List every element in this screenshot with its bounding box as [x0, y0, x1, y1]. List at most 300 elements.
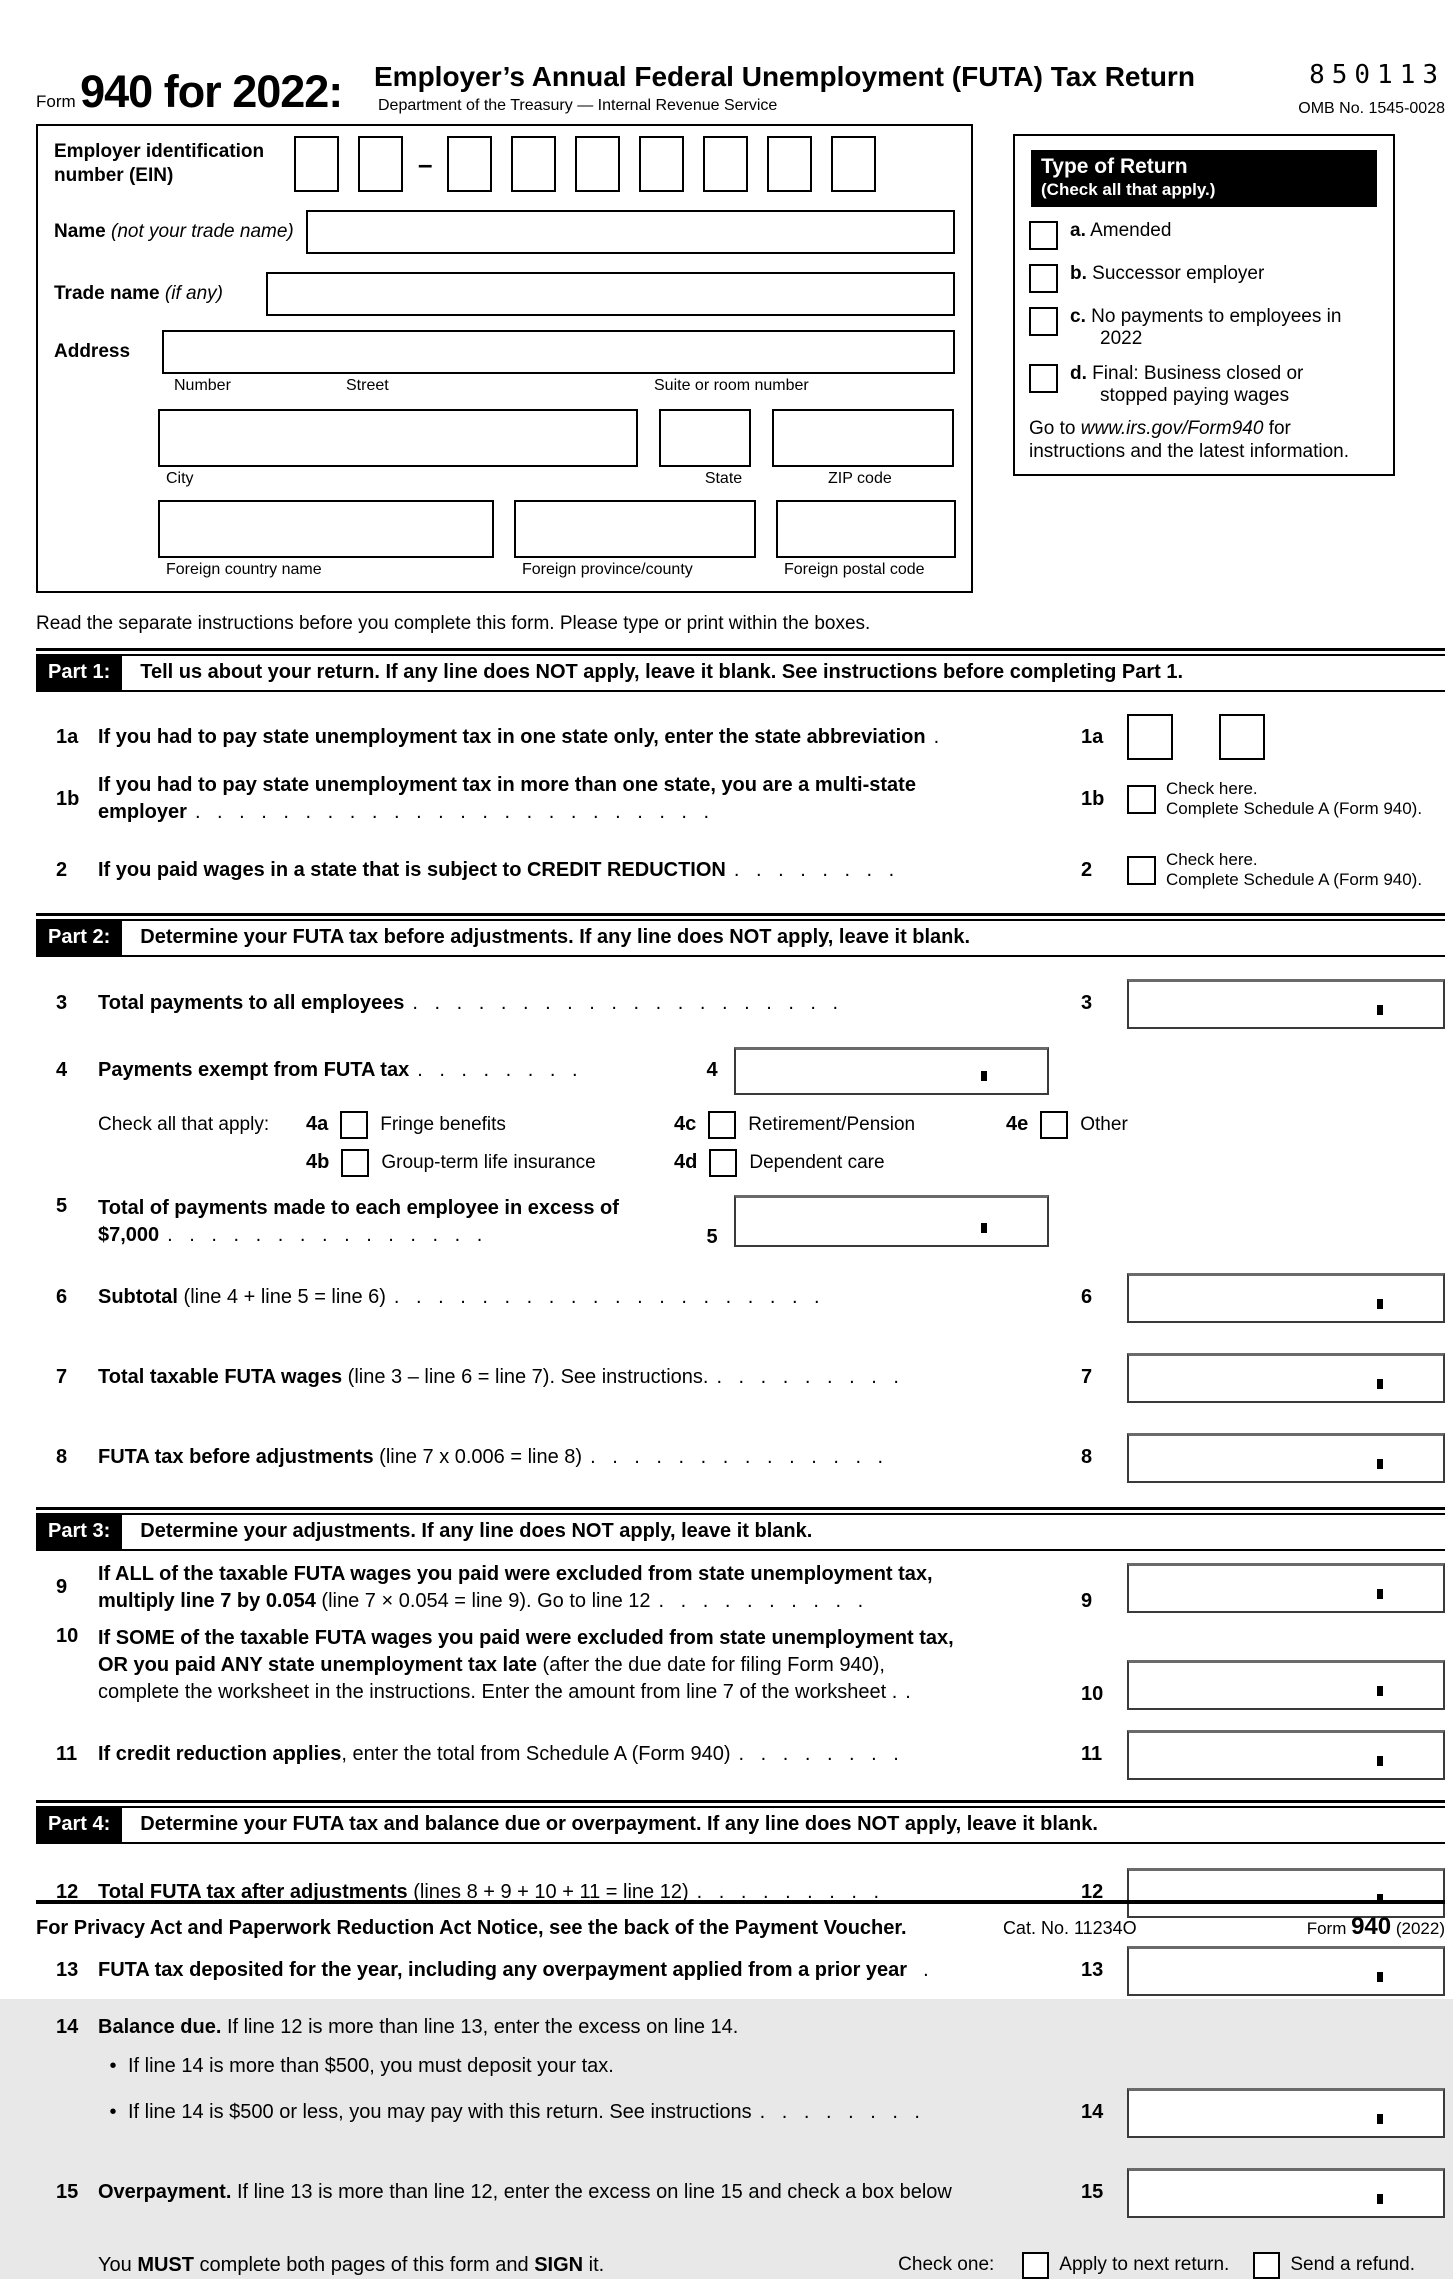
line-text-regular: (lines 8 + 9 + 10 + 11 = line 12) — [407, 1881, 689, 1904]
part2-title: Determine your FUTA tax before adjustments. If any line does NOT apply, leave it blank. — [140, 925, 971, 948]
decimal-point — [1377, 1459, 1383, 1469]
final-checkbox[interactable] — [1029, 364, 1058, 393]
dot-leader: . . . . . . . . — [417, 1059, 579, 1082]
line-10-right — [1081, 1660, 1445, 1706]
line-13-text — [98, 1957, 1081, 1984]
option-no-payments — [1029, 306, 1379, 350]
line-3-text — [98, 990, 1081, 1017]
foreign-sublabels — [166, 561, 955, 579]
number-sublabel: Number — [174, 377, 231, 394]
catalog-number: Cat. No. 11234O — [1002, 1918, 1137, 1938]
check-label: Other — [1080, 1113, 1128, 1135]
retirement-pension-checkbox[interactable] — [708, 1111, 736, 1139]
line-number: 8 — [56, 1446, 68, 1469]
ein-digit-box[interactable] — [358, 136, 403, 192]
line-4 — [36, 1047, 1445, 1095]
text-segment: complete both pages of this form and — [193, 2253, 535, 2276]
line-number-right: 7 — [1081, 1366, 1093, 1389]
read-instructions-line: Read the separate instructions before you complete this form. Please type or print within the boxes. — [36, 613, 871, 634]
option-label: No payments to employees in 2022 — [1091, 306, 1342, 349]
line-11-text — [98, 1741, 1081, 1768]
omb-number: OMB No. 1545-0028 — [1298, 100, 1445, 117]
part4-title: Determine your FUTA tax and balance due or overpayment. If any line does NOT apply, leave it blank. — [140, 1812, 1098, 1835]
successor-label — [1070, 263, 1264, 285]
line-text-regular: (after the due date for filing Form 940), — [536, 1653, 885, 1676]
foreign-postal-sublabel: Foreign postal code — [784, 561, 925, 578]
decimal-point — [1377, 1756, 1383, 1766]
check-all-prefix: Check all that apply: — [98, 1113, 270, 1135]
trade-name-input[interactable] — [266, 272, 955, 316]
line-text-bold: If ALL of the taxable FUTA wages you paid were excluded from state unemployment tax, — [98, 1562, 933, 1585]
option-letter: c. — [1070, 306, 1086, 327]
ein-digit-box[interactable] — [575, 136, 620, 192]
line-10-text — [98, 1625, 1081, 1706]
line-14-head — [36, 2014, 1445, 2041]
line-number-right: 1b — [1081, 787, 1105, 810]
dot-leader: . — [905, 1680, 912, 1703]
top-section — [36, 124, 1445, 593]
name-label — [54, 220, 306, 244]
footer-row — [36, 1913, 1445, 1941]
line-4-text — [98, 1057, 690, 1084]
line-1b-right — [1081, 779, 1445, 820]
footer-form-year: (2022) — [1391, 1919, 1445, 1938]
foreign-postal-input[interactable] — [776, 500, 956, 558]
line-number-right: 10 — [1081, 1682, 1104, 1705]
line-13-amount-box[interactable] — [1127, 1946, 1445, 1996]
form-number-block — [36, 52, 366, 118]
go-to-prefix: Go to — [1029, 418, 1081, 440]
state-abbreviation-box[interactable] — [1127, 714, 1173, 760]
address-sublabels — [174, 377, 955, 395]
state-sublabel: State — [704, 470, 743, 487]
line-number: 3 — [56, 992, 68, 1015]
ein-boxes — [294, 136, 876, 192]
line-number-right: 14 — [1081, 2101, 1104, 2124]
state-input[interactable] — [659, 409, 751, 467]
decimal-point — [1377, 2194, 1383, 2204]
employer-info-box — [36, 124, 973, 593]
decimal-point — [981, 1223, 987, 1233]
decimal-point — [1377, 1379, 1383, 1389]
foreign-country-input[interactable] — [158, 500, 494, 558]
part1-section — [36, 648, 1445, 692]
address-input[interactable] — [162, 330, 955, 374]
line-5-text — [98, 1195, 690, 1249]
line-6-text — [98, 1284, 1081, 1311]
check-key: 4d — [674, 1151, 698, 1174]
line-7-amount-box[interactable] — [1127, 1353, 1445, 1403]
check-label: Retirement/Pension — [748, 1113, 916, 1135]
line-13 — [36, 1946, 1445, 1996]
line-text-regular: (line 3 – line 6 = line 7). See instructions. — [342, 1366, 709, 1389]
line-1a — [36, 714, 1445, 760]
successor-checkbox[interactable] — [1029, 264, 1058, 293]
text-segment-bold: MUST — [137, 2253, 194, 2276]
check-4b — [306, 1149, 674, 1177]
check-key: 4b — [306, 1151, 330, 1174]
line-15-right — [1081, 2168, 1445, 2218]
line-number: 13 — [56, 1959, 79, 1982]
line-text-bold: OR you paid ANY state unemployment tax late — [98, 1653, 537, 1676]
ein-dash: – — [418, 148, 433, 179]
text-segment: it. — [583, 2253, 605, 2276]
no-payments-label — [1070, 306, 1379, 350]
check-label: Dependent care — [749, 1151, 885, 1173]
form-number: 940 for 2022: — [80, 66, 343, 117]
line-number-mid: 5 — [706, 1225, 718, 1248]
foreign-row — [158, 500, 955, 558]
bullet2-text — [128, 2099, 1081, 2126]
check-4a — [306, 1111, 674, 1139]
line-8 — [36, 1433, 1445, 1483]
option-label: Final: Business closed or stopped paying wages — [1092, 362, 1304, 406]
form-header — [36, 52, 1445, 118]
ein-digit-box[interactable] — [511, 136, 556, 192]
line-number-mid: 4 — [706, 1059, 718, 1082]
line-6 — [36, 1273, 1445, 1323]
no-payments-checkbox[interactable] — [1029, 307, 1058, 336]
check-4e — [1006, 1111, 1445, 1139]
line-5 — [36, 1195, 1445, 1249]
ein-label: Employer identification number (EIN) — [54, 141, 265, 186]
line-text-regular: (line 7 x 0.006 = line 8) — [373, 1446, 583, 1469]
line-text-bold: employer — [98, 801, 187, 823]
line-3 — [36, 979, 1445, 1029]
line-9-right — [1081, 1563, 1445, 1613]
note-line: Check here. — [1166, 850, 1258, 869]
line-number-right: 13 — [1081, 1959, 1104, 1982]
line-number: 12 — [56, 1881, 79, 1904]
part2-label: Part 2: — [36, 921, 122, 955]
trade-name-row — [54, 272, 955, 316]
line-3-right — [1081, 979, 1445, 1029]
part3-bar — [36, 1513, 1445, 1551]
line-number-right: 6 — [1081, 1286, 1093, 1309]
line-number: 5 — [56, 1194, 68, 1217]
line-11-amount-box[interactable] — [1127, 1730, 1445, 1780]
option-label: Amended — [1090, 220, 1172, 241]
line-8-amount-box[interactable] — [1127, 1433, 1445, 1483]
part4-label: Part 4: — [36, 1808, 122, 1842]
option-label: Successor employer — [1092, 263, 1265, 284]
type-of-return-title: Type of Return — [1041, 155, 1188, 178]
option-letter: a. — [1070, 220, 1086, 241]
part4-bar — [36, 1806, 1445, 1844]
line-3-amount-box[interactable] — [1127, 979, 1445, 1029]
line-10-amount-box[interactable] — [1127, 1660, 1445, 1710]
line-1a-right — [1081, 714, 1445, 760]
line-1a-text — [98, 724, 1081, 751]
line-11 — [36, 1730, 1445, 1780]
trade-name-label — [54, 282, 266, 306]
line-text-bold: $7,000 — [98, 1223, 160, 1246]
send-refund-label: Send a refund. — [1290, 2254, 1415, 2276]
check-4d — [674, 1149, 1006, 1177]
footer-form-number: 940 — [1351, 1913, 1392, 1940]
part1-title: Tell us about your return. If any line does NOT apply, leave it blank. See instructions before completing Part 1. — [140, 661, 1184, 683]
part2-bar — [36, 919, 1445, 957]
line-14-amount-box[interactable] — [1127, 2088, 1445, 2138]
line-text-bold: If you had to pay state unemployment tax in one state only, enter the state abbreviation — [98, 725, 926, 748]
name-label-note: (not your trade name) — [111, 221, 294, 243]
decimal-point — [1377, 1299, 1383, 1309]
line-text-bold: FUTA tax deposited for the year, including any overpayment applied from a prior year — [98, 1959, 908, 1982]
apply-next-return-label: Apply to next return. — [1059, 2254, 1230, 2276]
line-number-right: 2 — [1081, 858, 1093, 881]
check-key: 4c — [674, 1113, 697, 1136]
foreign-country-sublabel: Foreign country name — [166, 561, 322, 578]
line-text-bold: Overpayment. — [98, 2181, 232, 2204]
part4-section — [36, 1800, 1445, 1844]
line-number-right: 11 — [1081, 1743, 1103, 1766]
note-line: Complete Schedule A (Form 940). — [1166, 870, 1423, 890]
line-number: 9 — [56, 1576, 68, 1599]
line-1b-text — [98, 772, 1081, 826]
line-text-regular: If line 14 is $500 or less, you may pay with this return. See instructions — [128, 2101, 752, 2124]
ein-digit-box[interactable] — [767, 136, 812, 192]
line-text-bold: multiply line 7 by 0.054 — [98, 1589, 316, 1612]
form-content — [36, 52, 1445, 2279]
line-text-regular: (line 4 + line 5 = line 6) — [178, 1286, 386, 1309]
option-letter: d. — [1070, 362, 1087, 384]
other-checkbox[interactable] — [1040, 1111, 1068, 1139]
part1-label: Part 1: — [36, 656, 122, 690]
check-one-group — [898, 2252, 1415, 2279]
check-here-note — [1156, 850, 1422, 891]
line-7-text — [98, 1364, 1081, 1391]
ein-digit-box[interactable] — [447, 136, 492, 192]
line-text-regular: , enter the total from Schedule A (Form 940) — [341, 1743, 731, 1766]
line-text-bold: Total payments to all employees — [98, 992, 405, 1015]
decimal-point — [1377, 1589, 1383, 1599]
line-text-regular: (line 7 × 0.054 = line 9). Go to line 12 — [315, 1589, 651, 1612]
line-text-bold: Total of payments made to each employee in excess of — [98, 1196, 619, 1219]
line-15-text — [98, 2179, 1081, 2206]
option-final — [1029, 363, 1379, 407]
dot-leader: . . . . . . . . . — [696, 1881, 881, 1904]
line-number-right: 15 — [1081, 2181, 1104, 2204]
line-9-text — [98, 1561, 1081, 1615]
line-number: 6 — [56, 1286, 68, 1309]
dependent-care-checkbox[interactable] — [709, 1149, 737, 1177]
footer-rule — [36, 1900, 1445, 1904]
line-7-right — [1081, 1353, 1445, 1403]
line-number: 1a — [56, 725, 79, 748]
line-text-bold: Total taxable FUTA wages — [98, 1366, 343, 1389]
foreign-province-sublabel: Foreign province/county — [522, 561, 693, 578]
line-text-bold: If credit reduction applies — [98, 1743, 342, 1766]
foreign-province-input[interactable] — [514, 500, 756, 558]
line-10 — [36, 1625, 1445, 1706]
line-number-right: 9 — [1081, 1589, 1093, 1612]
line-number: 11 — [56, 1743, 78, 1766]
check-label: Fringe benefits — [380, 1113, 506, 1135]
final-label — [1070, 363, 1370, 407]
part3-section — [36, 1507, 1445, 1551]
line-number: 14 — [56, 2015, 79, 2038]
page-title: Employer’s Annual Federal Unemployment (FUTA) Tax Return — [374, 61, 1195, 92]
city-input[interactable] — [158, 409, 638, 467]
dot-leader: . . . . . . . . . . . . . . . . . . . . — [393, 1286, 821, 1309]
line-13-right — [1081, 1946, 1445, 1996]
dot-leader: . — [933, 725, 941, 748]
part1-bar — [36, 654, 1445, 692]
check-here-note — [1156, 779, 1422, 820]
line-4-amount-box[interactable] — [734, 1047, 1049, 1095]
amended-label — [1070, 220, 1181, 242]
credit-reduction-checkbox[interactable] — [1127, 856, 1156, 885]
form-word: Form — [36, 92, 76, 111]
address-row — [54, 330, 955, 374]
part3-label: Part 3: — [36, 1515, 122, 1549]
dot-leader: . . . . . . . . — [738, 1743, 900, 1766]
line-8-right — [1081, 1433, 1445, 1483]
zip-sublabel: ZIP code — [828, 470, 892, 487]
line-number-right: 12 — [1081, 1881, 1104, 1904]
bullet-icon: • — [109, 2101, 117, 2124]
line-text-regular: complete the worksheet in the instructions. Enter the amount from line 7 of the worksheet . — [98, 1680, 898, 1703]
line-9-amount-box[interactable] — [1127, 1563, 1445, 1613]
dot-leader: . . . . . . . . . . . . . . — [590, 1446, 885, 1469]
privacy-notice: For Privacy Act and Paperwork Reduction Act Notice, see the back of the Payment Voucher. — [36, 1917, 907, 1939]
exempt-payments-checks — [98, 1111, 1445, 1177]
irs-url: www.irs.gov/Form940 — [1080, 418, 1264, 440]
dot-leader: . . . . . . . . . . . . . . . . . . . . . . . . — [194, 801, 711, 823]
name-label-bold: Name — [54, 221, 106, 243]
line-number: 10 — [56, 1624, 79, 1647]
line-9 — [36, 1561, 1445, 1615]
line-number: 4 — [56, 1059, 68, 1082]
line-2 — [36, 850, 1445, 891]
apply-next-return-checkbox[interactable] — [1022, 2252, 1049, 2279]
check-key: 4a — [306, 1113, 329, 1136]
ein-row — [54, 136, 955, 192]
city-sublabel: City — [166, 470, 194, 487]
line-1b — [36, 772, 1445, 826]
line-5-amount-box[interactable] — [734, 1195, 1049, 1247]
ein-digit-box[interactable] — [639, 136, 684, 192]
ein-digit-box[interactable] — [294, 136, 339, 192]
amended-checkbox[interactable] — [1029, 221, 1058, 250]
line-text-bold: Balance due. — [98, 2015, 222, 2038]
suite-sublabel: Suite or room number — [654, 377, 809, 394]
line-number: 15 — [56, 2181, 79, 2204]
line-text-bold: Total FUTA tax after adjustments — [98, 1881, 408, 1904]
type-of-return-box — [1013, 134, 1395, 476]
line-text-bold: If you paid wages in a state that is subject to CREDIT REDUCTION — [98, 858, 726, 881]
check-label: Group-term life insurance — [381, 1151, 596, 1173]
line-6-right — [1081, 1273, 1445, 1323]
part3-title: Determine your adjustments. If any line does NOT apply, leave it blank. — [140, 1519, 813, 1542]
line-2-right — [1081, 850, 1445, 891]
footer-form-word: Form — [1306, 1919, 1352, 1938]
decimal-point — [1377, 1005, 1383, 1015]
department-line: Department of the Treasury — Internal Revenue Service — [378, 96, 778, 114]
line-7 — [36, 1353, 1445, 1403]
line-number-right: 8 — [1081, 1446, 1093, 1469]
bullet1-text: If line 14 is more than $500, you must deposit your tax. — [128, 2054, 614, 2077]
line-number: 2 — [56, 858, 68, 881]
address-label: Address — [54, 341, 131, 363]
line-text-regular: If line 12 is more than line 13, enter the excess on line 14. — [221, 2015, 739, 2038]
type-of-return-subtitle: (Check all that apply.) — [1041, 180, 1216, 199]
dot-leader: . . . . . . . . . . . . . . . — [167, 1223, 484, 1246]
line-text-regular: If line 13 is more than line 12, enter the excess on line 15 and check a box below — [231, 2181, 952, 2204]
page-footer — [36, 1900, 1445, 1941]
text-segment-bold: SIGN — [534, 2253, 584, 2276]
line-text-bold: If you had to pay state unemployment tax in more than one state, you are a multi-state — [98, 774, 916, 796]
line-14-bullet1 — [36, 2053, 1445, 2080]
text-segment: You — [98, 2253, 138, 2276]
zip-input[interactable] — [772, 409, 954, 467]
line-number: 1b — [56, 787, 80, 810]
you-must-text — [98, 2254, 604, 2277]
line-text-bold: Payments exempt from FUTA tax — [98, 1059, 410, 1082]
check-key: 4e — [1006, 1113, 1029, 1136]
decimal-point — [981, 1071, 987, 1081]
state-abbreviation-box[interactable] — [1219, 714, 1265, 760]
note-line: Complete Schedule A (Form 940). — [1166, 799, 1423, 818]
decimal-point — [1377, 2114, 1383, 2124]
decimal-point — [1377, 1686, 1383, 1696]
line-text-bold: Subtotal — [98, 1286, 178, 1309]
line-11-right — [1081, 1730, 1445, 1780]
line-6-amount-box[interactable] — [1127, 1273, 1445, 1323]
line-15 — [36, 2168, 1445, 2218]
decimal-point — [1377, 1972, 1383, 1982]
note-line: Check here. — [1166, 778, 1258, 798]
line-number: 7 — [56, 1366, 68, 1389]
street-sublabel: Street — [346, 377, 389, 394]
dot-leader: . . . . . . . . — [759, 2101, 921, 2124]
dot-leader: . . . . . . . . — [733, 858, 896, 881]
ein-digit-box[interactable] — [703, 136, 748, 192]
trade-label-bold: Trade name — [54, 283, 160, 305]
option-successor — [1029, 263, 1379, 293]
line-14-bullet2 — [36, 2088, 1445, 2138]
go-to-note — [1029, 418, 1379, 464]
trade-label-note: (if any) — [164, 283, 223, 305]
dot-leader: . . . . . . . . . — [716, 1366, 900, 1389]
line-number-right: 3 — [1081, 992, 1093, 1015]
go-to-suffix: for instructions and the latest information. — [1029, 418, 1350, 463]
check-4c — [674, 1111, 1006, 1139]
form-code-block — [1230, 52, 1445, 118]
fringe-benefits-checkbox[interactable] — [340, 1111, 368, 1139]
dot-leader: . . . . . . . . . . — [658, 1589, 865, 1612]
line-text-bold: FUTA tax before adjustments — [98, 1446, 374, 1469]
bullet-icon: • — [109, 2054, 117, 2077]
name-row — [54, 210, 955, 254]
multi-state-checkbox[interactable] — [1127, 785, 1156, 814]
option-letter: b. — [1070, 263, 1087, 284]
group-term-life-checkbox[interactable] — [341, 1149, 369, 1177]
check-one-label: Check one: — [898, 2254, 995, 2276]
line-14-text — [98, 2014, 1445, 2041]
part2-section — [36, 913, 1445, 957]
option-amended — [1029, 220, 1379, 250]
dot-leader: . . . . . . . . . . . . . . . . . . . . — [412, 992, 840, 1015]
line-8-text — [98, 1444, 1081, 1471]
send-refund-checkbox[interactable] — [1253, 2252, 1280, 2279]
ein-digit-box[interactable] — [831, 136, 876, 192]
line-number-right: 1a — [1081, 725, 1104, 748]
name-input[interactable] — [306, 210, 955, 254]
city-state-zip-sublabels — [166, 470, 955, 488]
line-15-amount-box[interactable] — [1127, 2168, 1445, 2218]
line-2-text — [98, 857, 1081, 884]
